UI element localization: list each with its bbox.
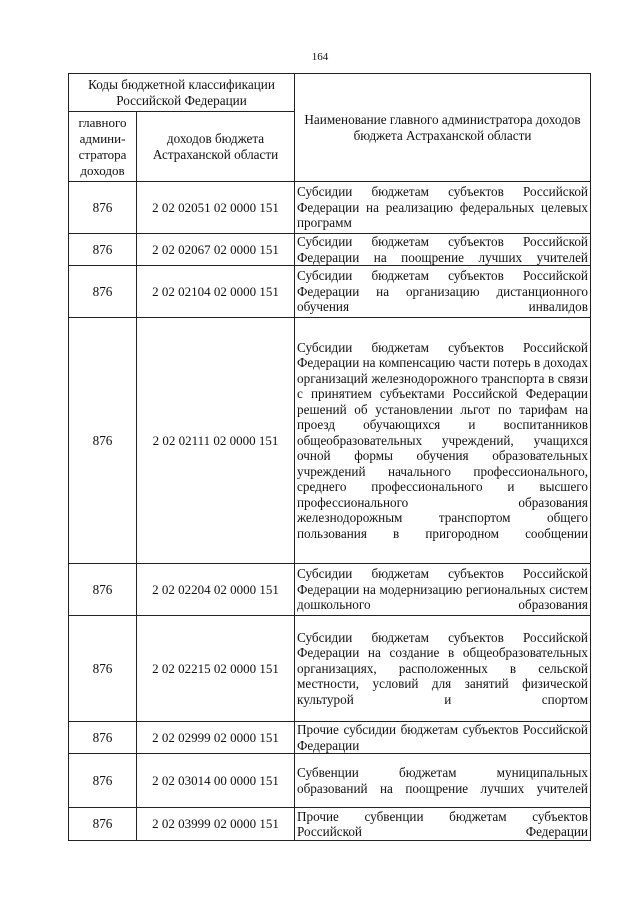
- table-row: [69, 722, 591, 754]
- header-administrator-name: Наименование главного администратора доходов бюджета Астраханской области: [295, 74, 591, 182]
- administrator-code: 876: [69, 564, 137, 616]
- income-name: Субсидии бюджетам субъектов Российской Федерации на компенсацию части потерь в доходах организаций железнодорожного транспорта в связи с принятием субъектами Российской Федерации решений об установлении льгот по тарифам на проезд обучающихся и воспитанников общеобразовательных учреждений, учащихся очной формы обучения образовательных учреждений начального профессионального, среднего профессионального и высшего профессионального образования железнодорожным транспортом общего пользования в пригородном сообщении: [295, 318, 591, 564]
- table-header: [69, 74, 591, 182]
- table-row: [69, 616, 591, 722]
- income-code: 2 02 02067 02 0000 151: [137, 234, 295, 266]
- page-number: 164: [311, 51, 329, 63]
- income-code: 2 02 03014 00 0000 151: [137, 754, 295, 808]
- income-code: 2 02 02215 02 0000 151: [137, 616, 295, 722]
- income-name: Прочие субвенции бюджетам субъектов Российской Федерации: [295, 808, 591, 841]
- header-main-administrator: главного админи-стратора доходов: [69, 112, 137, 182]
- income-name: Субсидии бюджетам субъектов Российской Федерации на модернизацию региональных систем дошкольного образования: [295, 564, 591, 616]
- administrator-code: 876: [69, 754, 137, 808]
- income-name: Прочие субсидии бюджетам субъектов Российской Федерации: [295, 722, 591, 754]
- administrator-code: 876: [69, 808, 137, 841]
- income-name: Субсидии бюджетам субъектов Российской Федерации на реализацию федеральных целевых программ: [295, 182, 591, 234]
- header-budget-income: доходов бюджета Астраханской области: [137, 112, 295, 182]
- table-body: [69, 182, 591, 841]
- income-code: 2 02 02999 02 0000 151: [137, 722, 295, 754]
- table-row: [69, 808, 591, 841]
- income-code: 2 02 02204 02 0000 151: [137, 564, 295, 616]
- income-code: 2 02 02051 02 0000 151: [137, 182, 295, 234]
- income-code: 2 02 03999 02 0000 151: [137, 808, 295, 841]
- income-name: Субсидии бюджетам субъектов Российской Федерации на создание в общеобразовательных организациях, расположенных в сельской местности, условий для занятий физической культурой и спортом: [295, 616, 591, 722]
- administrator-code: 876: [69, 616, 137, 722]
- header-codes-group: Коды бюджетной классификации Российской Федерации: [69, 74, 295, 112]
- table-row: [69, 234, 591, 266]
- administrator-code: 876: [69, 266, 137, 318]
- administrator-code: 876: [69, 318, 137, 564]
- table-row: [69, 318, 591, 564]
- income-code: 2 02 02111 02 0000 151: [137, 318, 295, 564]
- budget-classification-table: [68, 73, 591, 841]
- table-row: [69, 266, 591, 318]
- income-name: Субсидии бюджетам субъектов Российской Федерации на поощрение лучших учителей: [295, 234, 591, 266]
- administrator-code: 876: [69, 182, 137, 234]
- income-code: 2 02 02104 02 0000 151: [137, 266, 295, 318]
- administrator-code: 876: [69, 234, 137, 266]
- table-row: [69, 754, 591, 808]
- administrator-code: 876: [69, 722, 137, 754]
- income-name: Субсидии бюджетам субъектов Российской Федерации на организацию дистанционного обучения инвалидов: [295, 266, 591, 318]
- income-name: Субвенции бюджетам муниципальных образований на поощрение лучших учителей: [295, 754, 591, 808]
- table-row: [69, 564, 591, 616]
- table-row: [69, 182, 591, 234]
